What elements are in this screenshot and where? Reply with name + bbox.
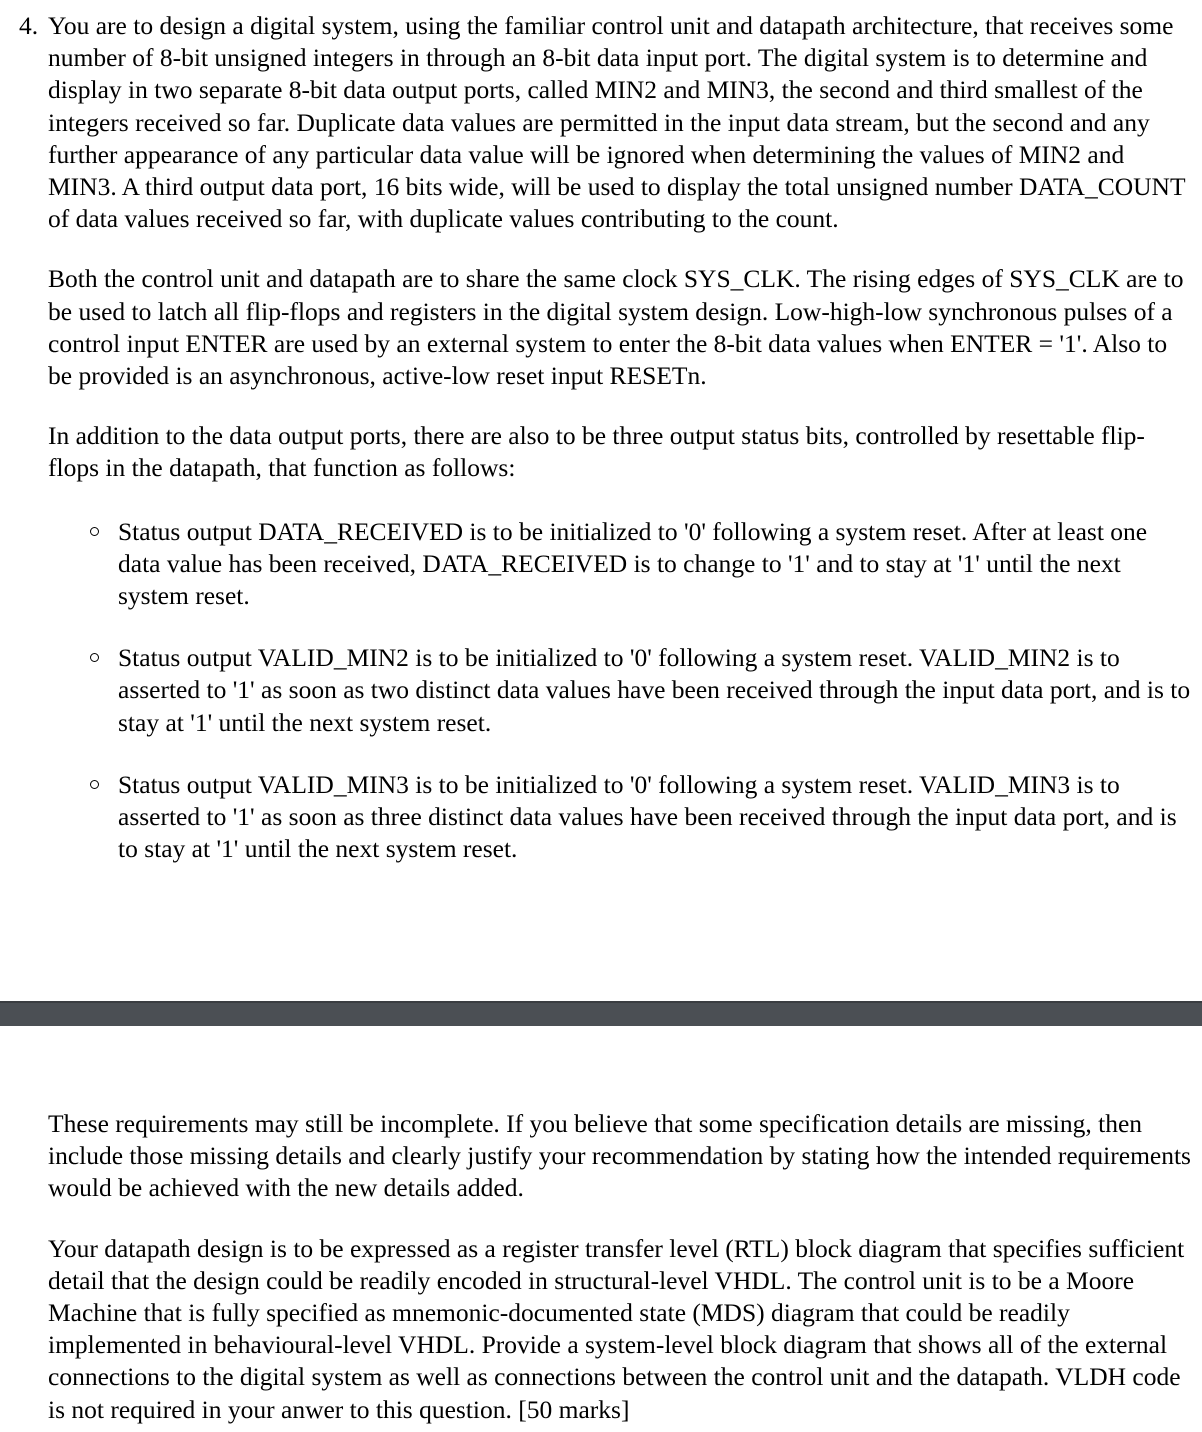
question-section xyxy=(0,10,1202,895)
status-list xyxy=(0,516,1202,866)
question-number: 4. xyxy=(19,11,39,40)
lower-section xyxy=(0,1108,1202,1426)
status-intro-paragraph: In addition to the data output ports, there are also to be three output status bits, controlled by resettable flip-flops in the datapath, that function as follows: xyxy=(48,421,1145,483)
section-divider-bar xyxy=(0,1001,1202,1026)
status-item-valid-min2 xyxy=(0,642,1202,739)
design-paragraph: Your datapath design is to be expressed as a register transfer level (RTL) block diagram that specifies sufficient detail that the design could be readily encoded in structural-level VHDL. The control unit is to be a Moore Machine that is fully specified as mnemonic-documented state (MDS) diagram that could be readily implemented in behavioural-level VHDL. Provide a system-level block diagram that shows all of the external connections to the digital system as well as connections between the control unit and the datapath. VLDH code is not required in your anwer to this question. [50 marks] xyxy=(48,1233,1185,1424)
status-item-text: Status output DATA_RECEIVED is to be initialized to '0' following a system reset. After at least one data value has been received, DATA_RECEIVED is to change to '1' and to stay at '1' until the next system reset. xyxy=(118,516,1148,611)
status-item-text: Status output VALID_MIN2 is to be initialized to '0' following a system reset. VALID_MIN2 is to asserted to '1' as soon as two distinct data values have been received through the input data port, and is to stay at '1' until the next system reset. xyxy=(118,643,1191,737)
status-item-data-received xyxy=(0,516,1202,613)
question-intro xyxy=(0,10,1202,235)
question-intro-text: You are to design a digital system, using the familiar control unit and datapath architecture, that receives some number of 8-bit unsigned integers in through an 8-bit data input port. The digital system is to determine and display in two separate 8-bit data output ports, called MIN2 and MIN3, the second and third smallest of the integers received so far. Duplicate data values are permitted in the input data stream, but the second and any further appearance of any particular data value will be ignored when determining the values of MIN2 and MIN3. A third output data port, 16 bits wide, will be used to display the total unsigned number DATA_COUNT of data values received so far, with duplicate values contributing to the count. xyxy=(48,11,1186,234)
clock-paragraph: Both the control unit and datapath are to share the same clock SYS_CLK. The rising edges of SYS_CLK are to be used to latch all flip-flops and registers in the digital system design. Low-high-low synchronous pulses of a control input ENTER are used by an external system to enter the 8-bit data values when ENTER = '1'. Also to be provided is an asynchronous, active-low reset input RESETn. xyxy=(48,264,1184,391)
status-item-valid-min3 xyxy=(0,769,1202,866)
requirements-paragraph: These requirements may still be incomplete. If you believe that some specification details are missing, then include those missing details and clearly justify your recommendation by stating how the intended requirements would be achieved with the new details added. xyxy=(48,1109,1191,1203)
status-item-text: Status output VALID_MIN3 is to be initialized to '0' following a system reset. VALID_MIN3 is to asserted to '1' as soon as three distinct data values have been received through the input data port, and is to stay at '1' until the next system reset. xyxy=(118,769,1177,864)
circle-bullet-icon xyxy=(90,780,99,789)
circle-bullet-icon xyxy=(90,527,99,536)
circle-bullet-icon xyxy=(90,653,99,662)
